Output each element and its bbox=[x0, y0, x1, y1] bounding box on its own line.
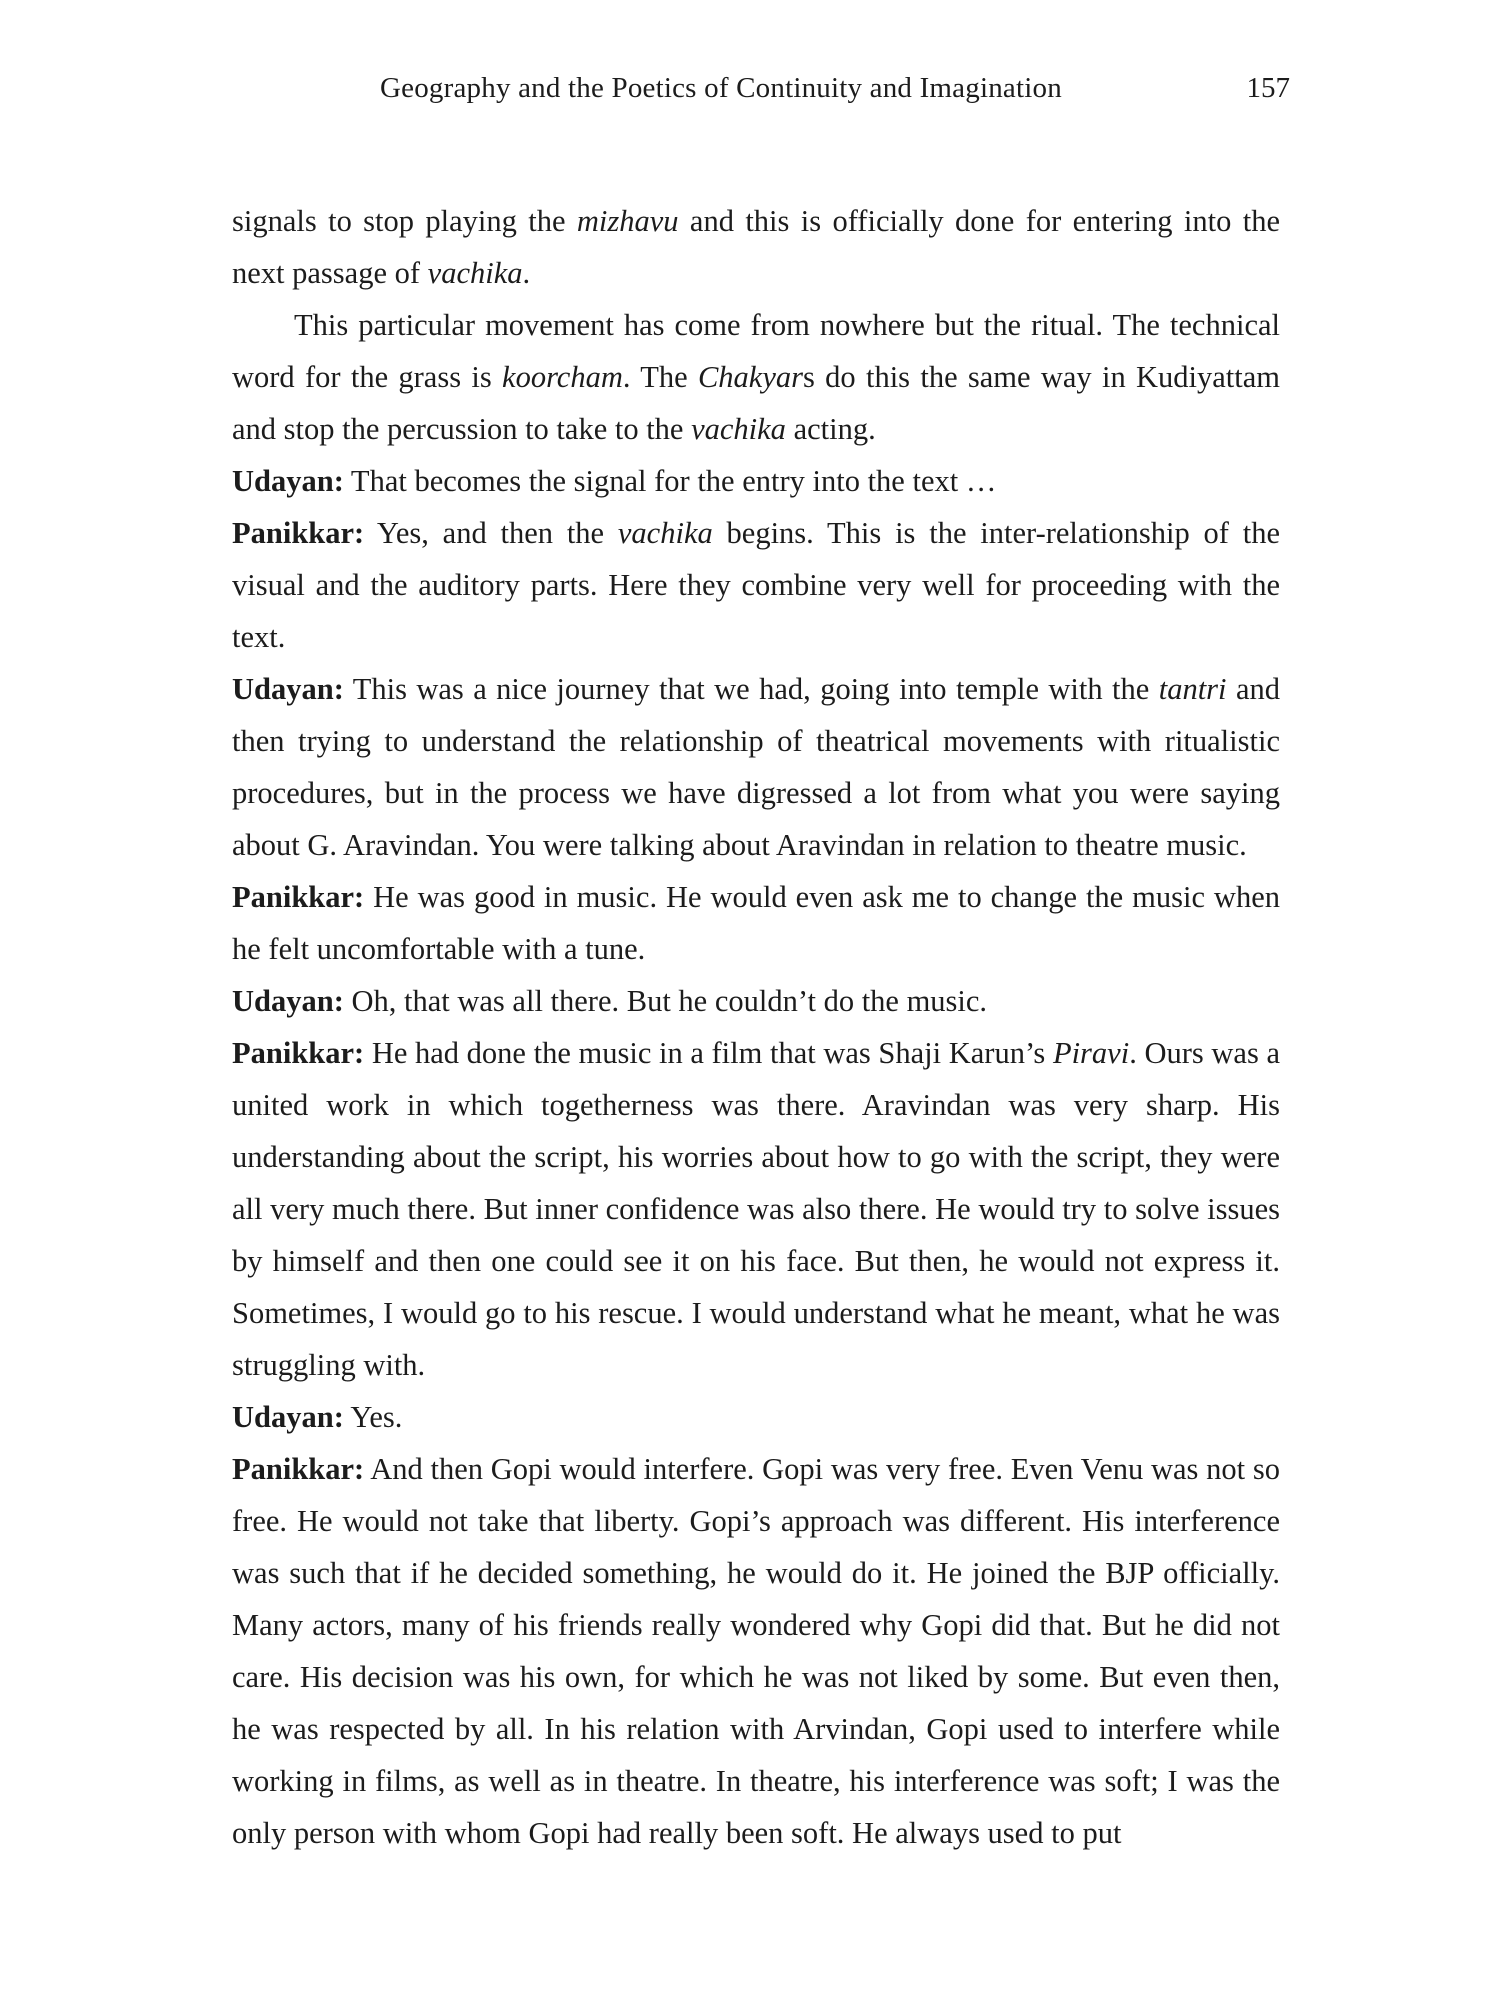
speaker-name: Panikkar: bbox=[232, 1452, 365, 1486]
italic-term: vachika bbox=[617, 516, 713, 550]
paragraph bbox=[232, 975, 1280, 1027]
text-segment: and this is officially done for entering into the next passage of bbox=[232, 204, 1281, 290]
paragraph bbox=[232, 455, 1280, 507]
italic-term: koorcham bbox=[502, 360, 623, 394]
speaker-name: Panikkar: bbox=[232, 1036, 365, 1070]
text-segment: This particular movement has come from nowhere but the ritual. The technical word for the grass is bbox=[232, 308, 1280, 394]
speaker-name: Udayan: bbox=[232, 464, 344, 498]
paragraph bbox=[232, 195, 1280, 299]
italic-term: mizhavu bbox=[576, 204, 679, 238]
text-segment: That becomes the signal for the entry into the text … bbox=[343, 464, 997, 498]
text-segment: He was good in music. He would even ask me to change the music when he felt uncomfortable with a tune. bbox=[232, 880, 1280, 966]
speaker-name: Udayan: bbox=[232, 1400, 344, 1434]
paragraph bbox=[232, 507, 1280, 663]
text-segment: and then trying to understand the relationship of theatrical movements with ritualistic procedures, but in the process we have digressed a lot from what you were saying about G. Aravindan. You were talking about Aravindan in relation to theatre music. bbox=[232, 672, 1280, 862]
text-segment: Yes. bbox=[343, 1400, 403, 1434]
italic-term: Chakyar bbox=[697, 360, 804, 394]
text-segment: Yes, and then the bbox=[364, 516, 618, 550]
text-segment: acting. bbox=[785, 412, 876, 446]
text-segment: . bbox=[522, 256, 531, 290]
text-segment: Oh, that was all there. But he couldn’t do the music. bbox=[343, 984, 988, 1018]
text-segment: And then Gopi would interfere. Gopi was very free. Even Venu was not so free. He would not take that liberty. Gopi’s approach was different. His interference was such that if he decided something, he would do it. He joined the BJP officially. Many actors, many of his friends really wondered why Gopi did that. But he did not care. His decision was his own, for which he was not liked by some. But even then, he was respected by all. In his relation with Arvindan, Gopi used to interfere while working in films, as well as in theatre. In theatre, his interference was soft; I was the only person with whom Gopi had really been soft. He always used to put bbox=[232, 1452, 1280, 1850]
text-segment: s do this the same way in Kudiyattam and stop the percussion to take to the bbox=[232, 360, 1280, 446]
text-segment: He had done the music in a film that was Shaji Karun’s bbox=[364, 1036, 1053, 1070]
speaker-name: Udayan: bbox=[232, 984, 344, 1018]
running-head-title: Geography and the Poetics of Continuity and Imagination bbox=[380, 72, 1062, 104]
page-number: 157 bbox=[1246, 72, 1290, 104]
text-segment: begins. This is the inter-relationship of the visual and the auditory parts. Here they combine very well for proceeding with the text. bbox=[232, 516, 1280, 654]
italic-term: tantri bbox=[1158, 672, 1227, 706]
paragraph bbox=[232, 663, 1280, 871]
speaker-name: Udayan: bbox=[232, 672, 344, 706]
italic-term: vachika bbox=[427, 256, 523, 290]
paragraph bbox=[232, 1443, 1280, 1859]
italic-term: vachika bbox=[691, 412, 786, 446]
paragraph bbox=[232, 299, 1280, 455]
paragraph bbox=[232, 871, 1280, 975]
text-segment: . The bbox=[622, 360, 698, 394]
paragraph bbox=[232, 1027, 1280, 1391]
text-segment: signals to stop playing the bbox=[232, 204, 577, 238]
paragraph bbox=[232, 1391, 1280, 1443]
italic-term: Piravi bbox=[1052, 1036, 1130, 1070]
text-segment: . Ours was a united work in which togetherness was there. Aravindan was very sharp. His understanding about the script, his worries about how to go with the script, they were all very much there. But inner confidence was also there. He would try to solve issues by himself and then one could see it on his face. But then, he would not express it. Sometimes, I would go to his rescue. I would understand what he meant, what he was struggling with. bbox=[232, 1036, 1280, 1382]
text-segment: This was a nice journey that we had, going into temple with the bbox=[343, 672, 1159, 706]
body-text bbox=[232, 195, 1280, 1859]
speaker-name: Panikkar: bbox=[232, 880, 365, 914]
speaker-name: Panikkar: bbox=[232, 516, 365, 550]
